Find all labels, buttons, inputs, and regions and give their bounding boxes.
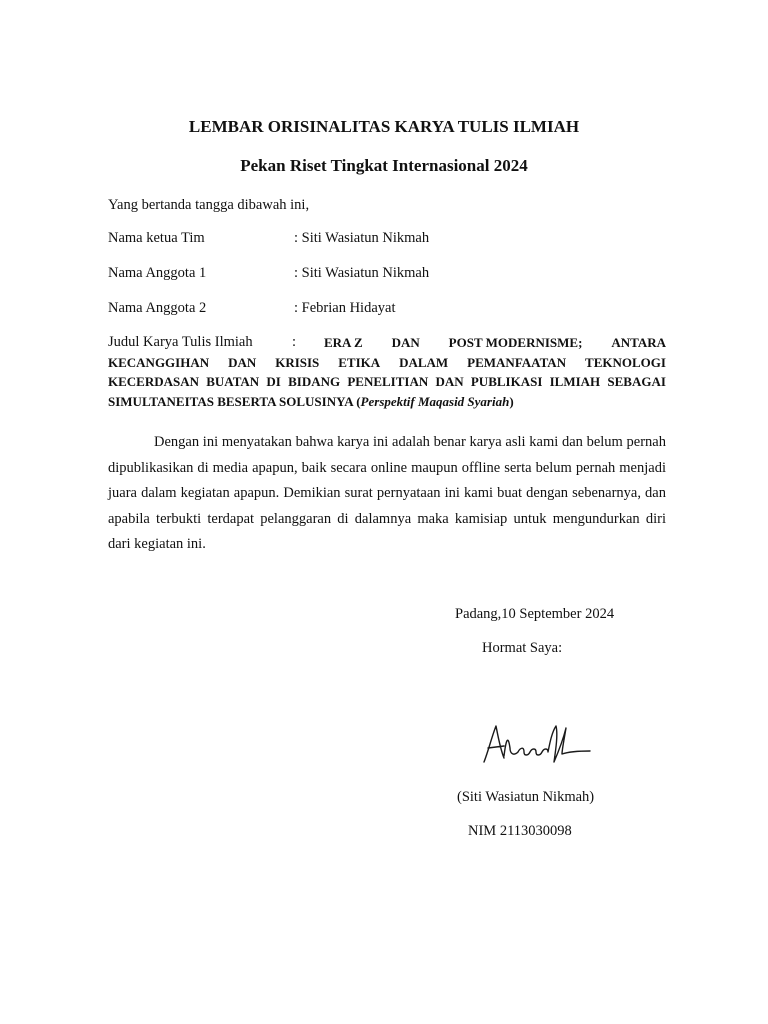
nim-text: NIM 2113030098 bbox=[468, 823, 572, 839]
intro-text: Yang bertanda tangga dibawah ini, bbox=[108, 197, 310, 213]
judul-block bbox=[108, 333, 666, 411]
place-date: Padang,10 September 2024 bbox=[455, 606, 615, 622]
document-subtitle: Pekan Riset Tingkat Internasional 2024 bbox=[240, 156, 528, 175]
field-value: : Febrian Hidayat bbox=[294, 300, 396, 316]
closing-text: Hormat Saya: bbox=[482, 640, 563, 656]
field-value: : Siti Wasiatun Nikmah bbox=[294, 265, 430, 281]
judul-line-4-start: SIMULTANEITAS BESERTA SOLUSINYA ( bbox=[108, 393, 361, 409]
judul-word: KECANGGIHAN bbox=[108, 354, 210, 370]
judul-word: DAN bbox=[435, 374, 464, 389]
judul-word: DALAM bbox=[399, 354, 449, 370]
judul-word: ILMIAH bbox=[549, 374, 601, 389]
judul-line-4-italic: Perspektif Maqasid Syariah bbox=[360, 393, 510, 409]
signer-name: (Siti Wasiatun Nikmah) bbox=[457, 789, 595, 805]
judul-word: ANTARA bbox=[611, 335, 666, 350]
judul-word: PEMANFAATAN bbox=[467, 354, 567, 370]
judul-word: PENELITIAN bbox=[347, 374, 429, 389]
field-value: : Siti Wasiatun Nikmah bbox=[294, 230, 430, 246]
judul-word: ETIKA bbox=[338, 354, 381, 370]
judul-word: ERA Z bbox=[324, 335, 363, 350]
field-label: Nama Anggota 2 bbox=[108, 300, 207, 316]
judul-label-text: Judul Karya Tulis Ilmiah bbox=[108, 334, 253, 350]
field-label: Nama Anggota 1 bbox=[108, 265, 207, 281]
judul-word: DAN bbox=[228, 354, 257, 370]
signature-image bbox=[478, 718, 594, 770]
judul-word: PUBLIKASI bbox=[470, 374, 543, 389]
judul-line-3 bbox=[108, 372, 666, 392]
judul-line-4 bbox=[108, 392, 666, 412]
judul-line-2 bbox=[108, 353, 666, 373]
judul-word: DI bbox=[266, 374, 281, 389]
field-label: Nama ketua Tim bbox=[108, 230, 205, 246]
judul-line-1 bbox=[108, 333, 666, 353]
judul-word: POST MODERNISME; bbox=[448, 335, 583, 350]
judul-line-4-end: ) bbox=[509, 393, 514, 409]
judul-word: SEBAGAI bbox=[607, 374, 666, 389]
judul-colon: : bbox=[292, 334, 297, 350]
judul-word: KECERDASAN bbox=[108, 374, 200, 389]
document-title: LEMBAR ORISINALITAS KARYA TULIS ILMIAH bbox=[188, 117, 580, 136]
judul-word: DAN bbox=[391, 335, 420, 350]
judul-word: TEKNOLOGI bbox=[585, 354, 666, 370]
judul-word: BUATAN bbox=[206, 374, 260, 389]
judul-word: BIDANG bbox=[288, 374, 341, 389]
statement-paragraph: Dengan ini menyatakan bahwa karya ini adalah benar karya asli kami dan belum pernah dipublikasikan di media apapun, baik secara online maupun offline serta belum pernah menjadi juara dalam kegiatan apapun. Demikian surat pernyataan ini kami buat dengan sebenarnya, dan apabila terbukti terdapat pelanggaran di dalamnya maka kamisiap untuk mengundurkan diri dari kegiatan ini. bbox=[108, 434, 666, 552]
judul-word: KRISIS bbox=[275, 354, 320, 370]
judul-label bbox=[108, 333, 324, 353]
